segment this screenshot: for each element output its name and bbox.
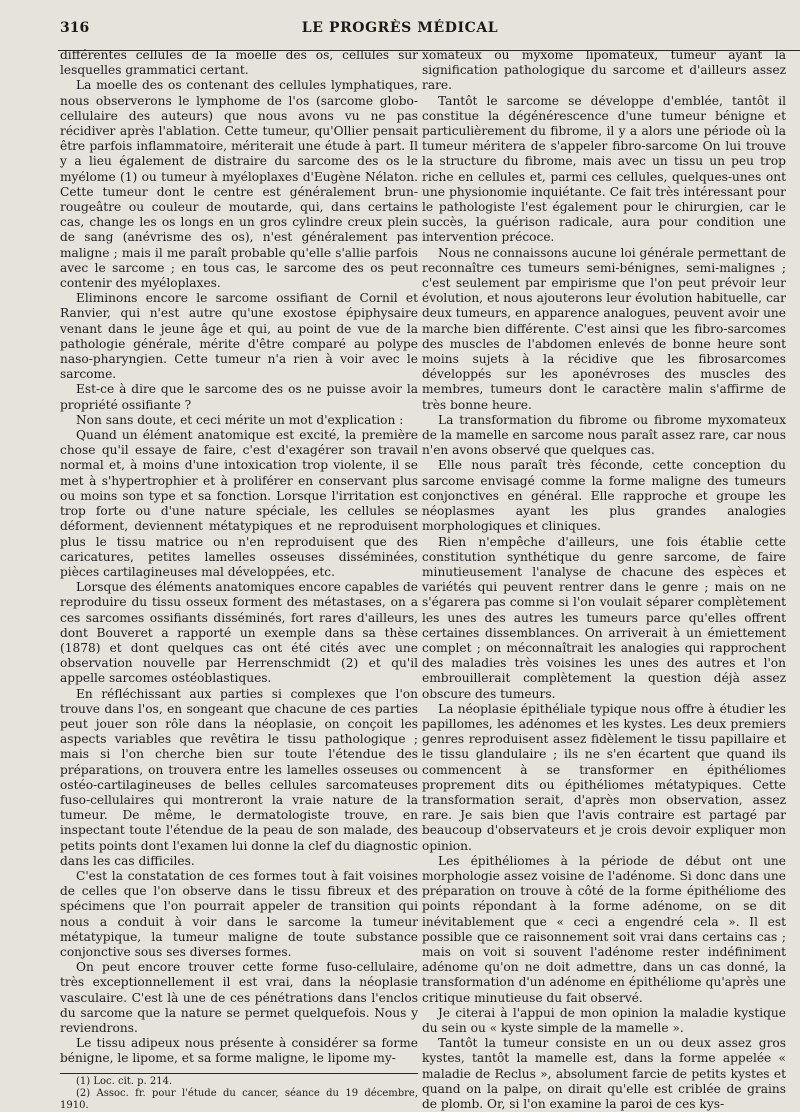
left-column-paragraphs — [60, 48, 418, 1067]
page-header — [0, 14, 800, 40]
journal-title: LE PROGRÈS MÉDICAL — [301, 20, 499, 36]
p-l10: On peut encore trouver cette forme fuso-cellulaire, très exceptionnellement il est vrai, dans la néoplasie vasculaire. C'est là une de ces pénétrations dans l'enclos du sarcome que la nature se permet quelquefois. Nous y reviendrons. — [60, 960, 418, 1035]
fn1: (1) Loc. cit. p. 214. — [76, 1075, 173, 1087]
p-l1: différentes cellules de la moelle des os, cellules sur lesquelles grammatici certant. — [60, 48, 418, 78]
p-r6: Rien n'empêche d'ailleurs, une fois établie cette constitution synthétique du genre sarcome, de faire minutieusement l'analyse de chacune des espèces et variétés qui peuvent rentrer dans le genre ; mais on ne s'égarera pas comme si l'on voulait séparer complètement les unes des autres les tumeurs parce qu'elles offrent certaines dissemblances. On arriverait à un émiettement complet ; on méconnaîtrait les analogies qui rapprochent des maladies très voisines les unes des autres et l'on embrouillerait complètement la question déjà assez obscure des tumeurs. — [422, 534, 786, 701]
p-l8: En réfléchissant aux parties si complexes que l'on trouve dans l'os, en songeant que chacune de ces parties peut jouer son rôle dans la néoplasie, on conçoit les aspects variables que revêtira le tissu pathologique ; mais si l'on cherche bien sur toute l'étendue des préparations, on trouvera entre les lamelles osseuses ou ostéo-cartilagineuses de belles cellules sarcomateuses fuso-cellulaires qui montreront la vraie nature de la tumeur. De même, le dermatologiste trouve, en inspectant toute l'étendue de la peau de son malade, des petits points dont l'examen lui donne la clef du diagnostic dans les cas difficiles. — [60, 686, 418, 868]
p-l7: Lorsque des éléments anatomiques encore capables de reproduire du tissu osseux forment des métastases, on a ces sarcomes ossifiants disséminés, fort rares d'ailleurs, dont Bouveret a rapporté un exemple dans sa thèse (1878) et dont quelques cas ont été cités avec une observation nouvelle par Herrenschmidt (2) et qu'il appelle sarcomes ostéoblastiques. — [60, 580, 418, 686]
left-column — [60, 48, 418, 1112]
p-r7: La néoplasie épithéliale typique nous offre à étudier les papillomes, les adénomes et les kystes. Les deux premiers genres reproduisent assez fidèlement le tissu papillaire et le tissu glandulaire ; ils ne s'en écartent que quand ils commencent à se transformer en épithéliomes proprement dits ou épithéliomes métatypiques. Cette transformation serait, d'après mon observation, assez rare. Je sais bien que l'avis contraire est partagé par beaucoup d'observateurs et je crois devoir expliquer mon opinion. — [422, 701, 786, 853]
right-column-paragraphs — [422, 48, 786, 1112]
p-l4: Est-ce à dire que le sarcome des os ne puisse avoir la propriété ossifiante ? — [60, 382, 418, 412]
p-l5: Non sans doute, et ceci mérite un mot d'explication : — [76, 412, 404, 427]
p-r2: Tantôt le sarcome se développe d'emblée, tantôt il constitue la dégénérescence d'une tumeur bénigne et particulièrement du fibrome, il y a alors une période où la tumeur méritera de s'appeler fibro-sarcome On lui trouve la structure du fibrome, mais avec un tissu un peu trop riche en cellules et, parmi ces cellules, quelques-unes ont une physionomie inquiétante. Ce fait très intéressant pour le pathologiste l'est également pour le chirurgien, car le succès, la guérison radicale, aura pour condition une intervention précoce. — [422, 93, 786, 245]
p-r10: Tantôt la tumeur consiste en un ou deux assez gros kystes, tantôt la mamelle est, dans la forme appelée « maladie de Reclus », absolument farcie de petits kystes et quand on la palpe, on dirait qu'elle est criblée de grains de plomb. Or, si l'on examine la paroi de ces kys- — [422, 1036, 786, 1112]
p-r8: Les épithéliomes à la période de début ont une morphologie assez voisine de l'adénome. Si donc dans une préparation on trouve à côté de la forme épithéliome des points répondant à la forme adénome, on se dit inévitablement que « ceci a engendré cela ». Il est possible que ce raisonnement soit vrai dans certains cas ; mais on voit si souvent l'adénome rester indéfiniment adénome qu'on ne doit admettre, dans un cas donné, la transformation d'un adénome en épithéliome qu'après une critique minutieuse du fait observé. — [422, 853, 786, 1005]
right-column — [422, 48, 786, 1112]
p-r1: xomateux ou myxome lipomateux, tumeur ayant la signification pathologique du sarcome et d'ailleurs assez rare. — [422, 48, 786, 93]
p-l2: La moelle des os contenant des cellules lymphatiques, nous observerons le lymphome de l'os (sarcome globo-cellulaire des auteurs) que nous avons vu ne pas récidiver après l'ablation. Cette tumeur, qu'Ollier pensait être parfois inflammatoire, mériterait une étude à part. Il y a lieu également de distraire du sarcome des os le myélome (1) ou tumeur à myéloplaxes d'Eugène Nélaton. Cette tumeur dont le centre est généralement brun-rougeâtre ou couleur de moutarde, qui, dans certains cas, change les os longs en un gros cylindre creux plein de sang (anévrisme des os), n'est généralement pas maligne ; mais il me paraît probable qu'elle s'allie parfois avec le sarcome ; en tous cas, le sarcome des os peut contenir des myéloplaxes. — [60, 78, 418, 291]
p-l6: Quand un élément anatomique est excité, la première chose qu'il essaye de faire, c'est d'exagérer son travail normal et, à moins d'une intoxication trop violente, il se met à s'hypertrophier et à proliférer en conservant plus ou moins son type et sa fonction. Lorsque l'irritation est trop forte ou d'une nature spéciale, les cellules se déforment, deviennent métatypiques et ne reproduisent plus le tissu matrice ou n'en reproduisent que des caricatures, petites lamelles osseuses disséminées, pièces cartilagineuses mal développées, etc. — [60, 428, 418, 579]
footnotes — [60, 1073, 418, 1112]
p-r5: Elle nous paraît très féconde, cette conception du sarcome envisagé comme la forme maligne des tumeurs conjonctives en général. Elle rapproche et groupe les néoplasmes ayant les plus grandes analogies morphologiques et cliniques. — [422, 458, 786, 534]
p-r4: La transformation du fibrome ou fibrome myxomateux de la mamelle en sarcome nous paraît assez rare, car nous n'en avons observé que quelques cas. — [422, 412, 786, 458]
p-r9: Je citerai à l'appui de mon opinion la maladie kystique du sein ou « kyste simple de la mamelle ». — [422, 1005, 786, 1035]
p-l3: Eliminons encore le sarcome ossifiant de Cornil et Ranvier, qui n'est autre qu'une exostose épiphysaire venant dans le jeune âge et qui, au point de vue de la pathologie générale, mérite d'être comparé au polype naso-pharyngien. Cette tumeur n'a rien à voir avec le sarcome. — [60, 291, 418, 382]
p-l11: Le tissu adipeux nous présente à considérer sa forme bénigne, le lipome, et sa forme maligne, le lipome my- — [60, 1036, 418, 1066]
page-number: 316 — [60, 20, 90, 36]
fn2: (2) Assoc. fr. pour l'étude du cancer, séance du 19 décembre, 1910. — [60, 1087, 418, 1111]
p-l9: C'est la constatation de ces formes tout à fait voisines de celles que l'on observe dans le tissu fibreux et des spécimens que l'on pourrait appeler de transition qui nous a conduit à voir dans le sarcome la tumeur métatypique, la tumeur maligne de toute substance conjonctive sous ses diverses formes. — [60, 868, 418, 959]
p-r3: Nous ne connaissons aucune loi générale permettant de reconnaître ces tumeurs semi-bénignes, semi-malignes ; c'est seulement par empirisme que l'on peut prévoir leur évolution, et nous ajouterons leur évolution habituelle, car deux tumeurs, en apparence analogues, peuvent avoir une marche bien différente. C'est ainsi que les fibro-sarcomes des muscles de l'abdomen enlevés de bonne heure sont moins sujets à la récidive que les fibrosarcomes développés sur les aponévroses des muscles des membres, tumeurs dont le caractère malin s'affirme de très bonne heure. — [422, 245, 786, 412]
